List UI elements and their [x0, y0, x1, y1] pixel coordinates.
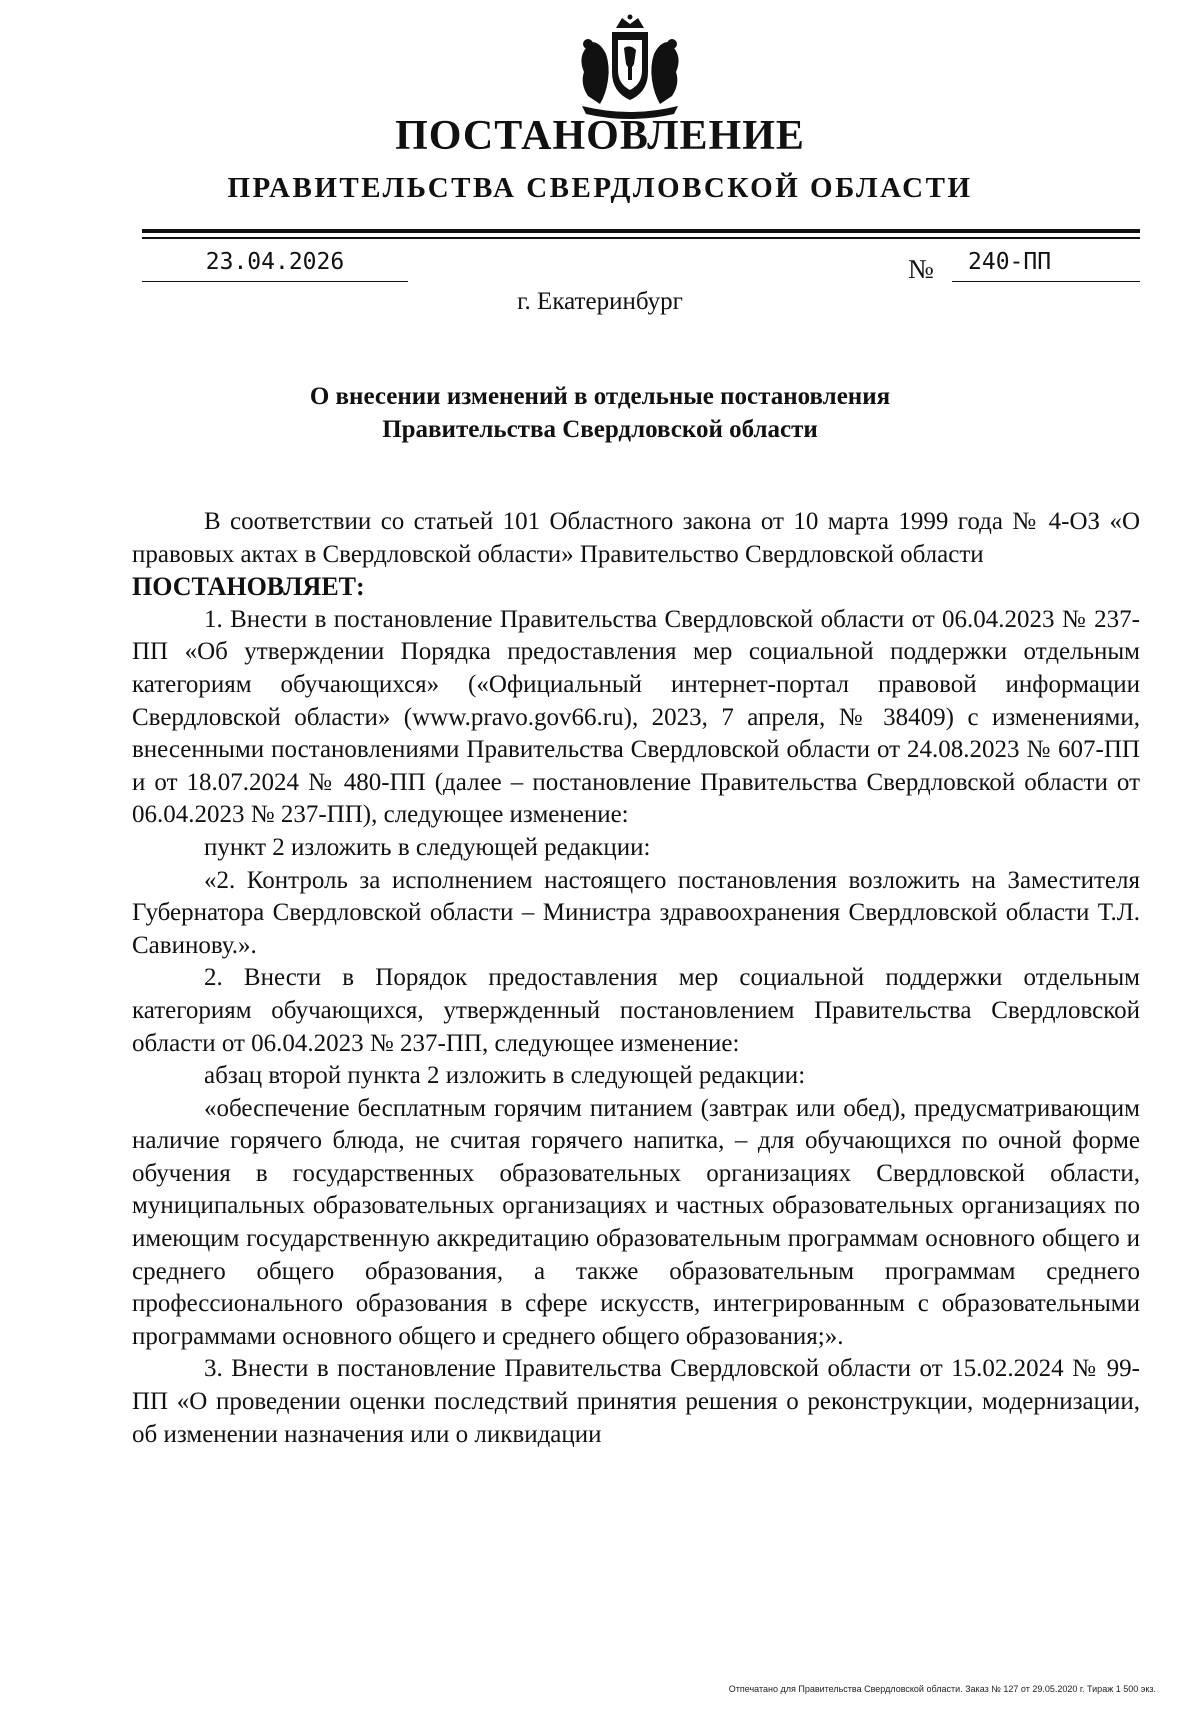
- preamble-paragraph: В соответствии со статьей 101 Областного закона от 10 марта 1999 года № 4-ОЗ «О правовых актах в Свердловской области» Правительство Свердловской области: [132, 508, 1140, 568]
- clause-2-instruction: абзац второй пункта 2 изложить в следующей редакции:: [204, 1062, 806, 1090]
- clause-1-quote: «2. Контроль за исполнением настоящего постановления возложить на Заместителя Губернатора Свердловской области – Министра здравоохранения Свердловской области Т.Л. Савинову.».: [132, 866, 1140, 959]
- coat-of-arms-icon: [566, 14, 694, 124]
- clause-2-quote: «обеспечение бесплатным горячим питанием (завтрак или обед), предусматривающим наличие горячего блюда, не считая горячего напитка, – для обучающихся по очной форме обучения в государственных образовательных организациях Свердловской области, муниципальных образовательных организациях и частных образовательных организациях по имеющим государственную аккредитацию образовательным программам основного общего и среднего общего образования, а также образовательным программам среднего профессионального образования в сфере искусств, интегрированным с образовательными программами основного общего и среднего общего образования;».: [132, 1094, 1140, 1350]
- clause-1-instruction: пункт 2 изложить в следующей редакции:: [204, 833, 651, 861]
- document-title: [0, 380, 1200, 446]
- document-body: [132, 506, 1140, 1451]
- document-type-heading: ПОСТАНОВЛЕНИЕ: [395, 113, 805, 159]
- header-divider-thick: [142, 229, 1140, 233]
- print-note: Отпечатано для Правительства Свердловской области. Заказ № 127 от 29.05.2020 г. Тираж 1 500 экз.: [728, 1684, 1156, 1694]
- clause-1-paragraph: 1. Внести в постановление Правительства Свердловской области от 06.04.2023 № 237-ПП «Об утверждении Порядка предоставления мер социальной поддержки отдельным категориям обучающихся» («Официальный интернет-портал правовой информации Свердловской области» (www.pravo.gov66.ru), 2023, 7 апреля, № 38409) с изменениями, внесенными постановлениями Правительства Свердловской области от 24.08.2023 № 607-ПП и от 18.07.2024 № 480-ПП (далее – постановление Правительства Свердловской области от 06.04.2023 № 237-ПП), следующее изменение:: [132, 605, 1140, 829]
- organization-heading: ПРАВИТЕЛЬСТВА СВЕРДЛОВСКОЙ ОБЛАСТИ: [227, 172, 973, 204]
- document-date: 23.04.2026: [142, 249, 408, 282]
- clause-3-paragraph: 3. Внести в постановление Правительства Свердловской области от 15.02.2024 № 99-ПП «О проведении оценки последствий принятия решения о реконструкции, модернизации, об изменении назначения или о ликвидации: [132, 1355, 1140, 1448]
- decree-word: ПОСТАНОВЛЯЕТ:: [132, 572, 365, 602]
- title-line-1: О внесении изменений в отдельные постановления: [309, 383, 891, 410]
- title-line-2: Правительства Свердловской области: [382, 416, 818, 443]
- number-sign: №: [908, 254, 934, 284]
- header-divider-thin: [142, 237, 1140, 239]
- clause-2-paragraph: 2. Внести в Порядок предоставления мер социальной поддержки отдельным категориям обучающихся, утвержденный постановлением Правительства Свердловской области от 06.04.2023 № 237-ПП, следующее изменение:: [132, 964, 1140, 1057]
- document-city: г. Екатеринбург: [517, 288, 683, 315]
- document-number: 240-ПП: [952, 249, 1140, 282]
